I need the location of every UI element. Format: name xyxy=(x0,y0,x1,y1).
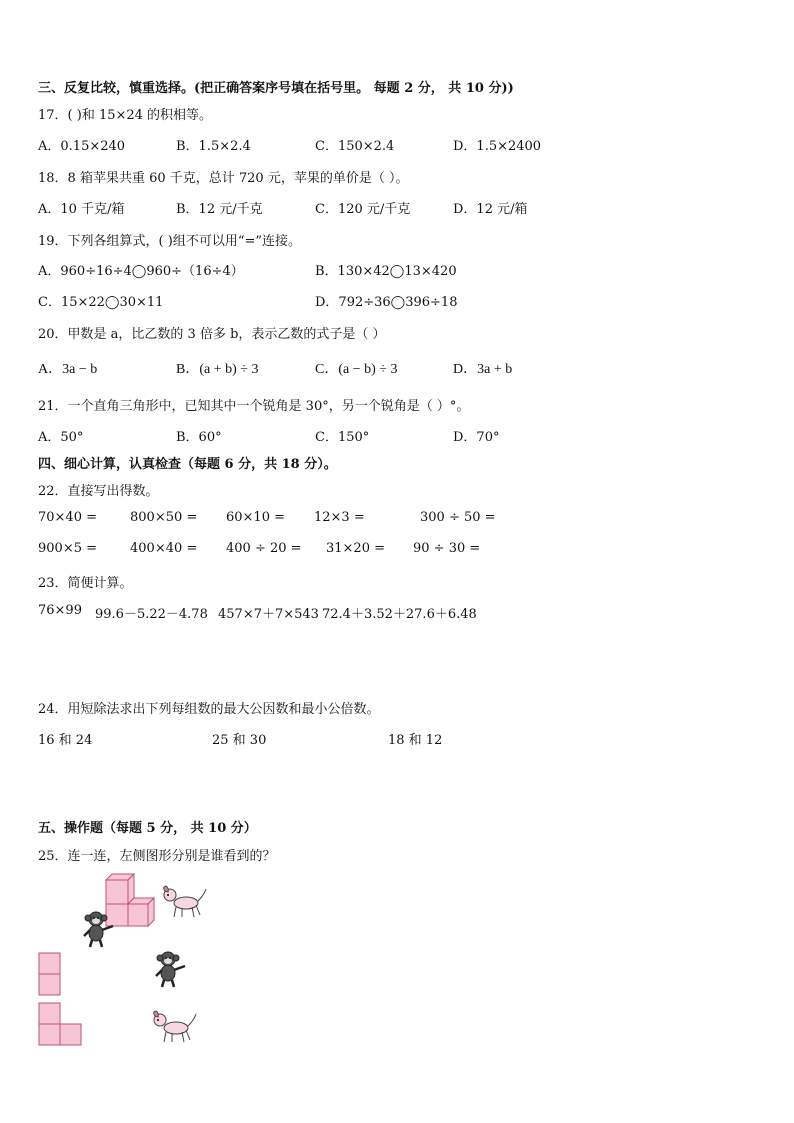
q17-option-c: C．150×2.4 xyxy=(315,139,395,154)
q19-option-c: C．15×22◯30×11 xyxy=(38,295,164,310)
q19-option-d: D．792÷36◯396÷18 xyxy=(315,295,458,310)
q23-item: 76×99 xyxy=(38,603,82,618)
q22-item: 400 ÷ 20 = xyxy=(226,541,302,556)
q21-option-d: D．70° xyxy=(453,430,500,445)
q19-option-a: A．960÷16÷4◯960÷（16÷4） xyxy=(38,264,244,279)
q24-stem: 24．用短除法求出下列每组数的最大公因数和最小公倍数。 xyxy=(38,702,380,717)
q18-option-b: B．12 元/千克 xyxy=(176,202,263,217)
q22-item: 60×10 = xyxy=(226,510,286,525)
q18-option-c: C．120 元/千克 xyxy=(315,202,411,217)
q20-option-d: D．3a + b xyxy=(453,362,513,377)
q21-option-b: B．60° xyxy=(176,430,222,445)
dog-icon xyxy=(150,1010,198,1044)
q20-option-b: B．(a + b) ÷ 3 xyxy=(176,362,259,377)
q20-option-a: A．3a − b xyxy=(38,362,98,377)
q23-stem: 23．简便计算。 xyxy=(38,576,133,591)
q17-option-b: B．1.5×2.4 xyxy=(176,139,251,154)
q20-stem: 20．甲数是 a，比乙数的 3 倍多 b，表示乙数的式子是（ ） xyxy=(38,327,386,342)
q25-stem: 25．连一连，左侧图形分别是谁看到的？ xyxy=(38,849,276,864)
q17-stem: 17．( )和 15×24 的积相等。 xyxy=(38,108,213,123)
q23-item: 457×7＋7×543 xyxy=(218,607,319,622)
section-3-heading: 三、反复比较，慎重选择。(把正确答案序号填在括号里。 每题 2 分， 共 10 分)) xyxy=(38,81,514,96)
q22-item: 31×20 = xyxy=(326,541,386,556)
q23-item: 99.6－5.22－4.78 xyxy=(95,607,208,622)
q22-item: 12×3 = xyxy=(314,510,365,525)
section-4-heading: 四、细心计算，认真检查（每题 6 分，共 18 分）。 xyxy=(38,457,337,472)
q18-option-d: D．12 元/箱 xyxy=(453,202,528,217)
q20-option-c: C．(a − b) ÷ 3 xyxy=(315,362,398,377)
q18-stem: 18．8 箱苹果共重 60 千克，总计 720 元，苹果的单价是（ ）。 xyxy=(38,171,409,186)
monkey-icon xyxy=(80,910,116,948)
q22-stem: 22．直接写出得数。 xyxy=(38,484,159,499)
q21-option-a: A．50° xyxy=(38,430,84,445)
monkey-icon xyxy=(152,950,188,988)
q23-item: 72.4＋3.52＋27.6＋6.48 xyxy=(322,607,477,622)
q18-option-a: A．10 千克/箱 xyxy=(38,202,125,217)
q22-item: 400×40 = xyxy=(130,541,198,556)
q22-item: 90 ÷ 30 = xyxy=(413,541,481,556)
q22-item: 70×40 = xyxy=(38,510,98,525)
q22-item: 300 ÷ 50 = xyxy=(420,510,496,525)
q17-option-d: D．1.5×2400 xyxy=(453,139,542,154)
q17-option-a: A．0.15×240 xyxy=(38,139,126,154)
q19-stem: 19．下列各组算式，( )组不可以用“=”连接。 xyxy=(38,234,302,249)
section-5-heading: 五、操作题（每题 5 分， 共 10 分） xyxy=(38,821,257,836)
q24-item: 16 和 24 xyxy=(38,733,93,748)
q22-item: 900×5 = xyxy=(38,541,98,556)
q21-option-c: C．150° xyxy=(315,430,370,445)
view-shape-2 xyxy=(38,1002,84,1046)
dog-icon xyxy=(160,885,208,919)
q19-option-b: B．130×42◯13×420 xyxy=(315,264,457,279)
q24-item: 25 和 30 xyxy=(212,733,267,748)
q22-item: 800×50 = xyxy=(130,510,198,525)
view-shape-1 xyxy=(38,952,62,996)
q24-item: 18 和 12 xyxy=(388,733,443,748)
q21-stem: 21．一个直角三角形中，已知其中一个锐角是 30°，另一个锐角是（ ）°。 xyxy=(38,399,470,414)
